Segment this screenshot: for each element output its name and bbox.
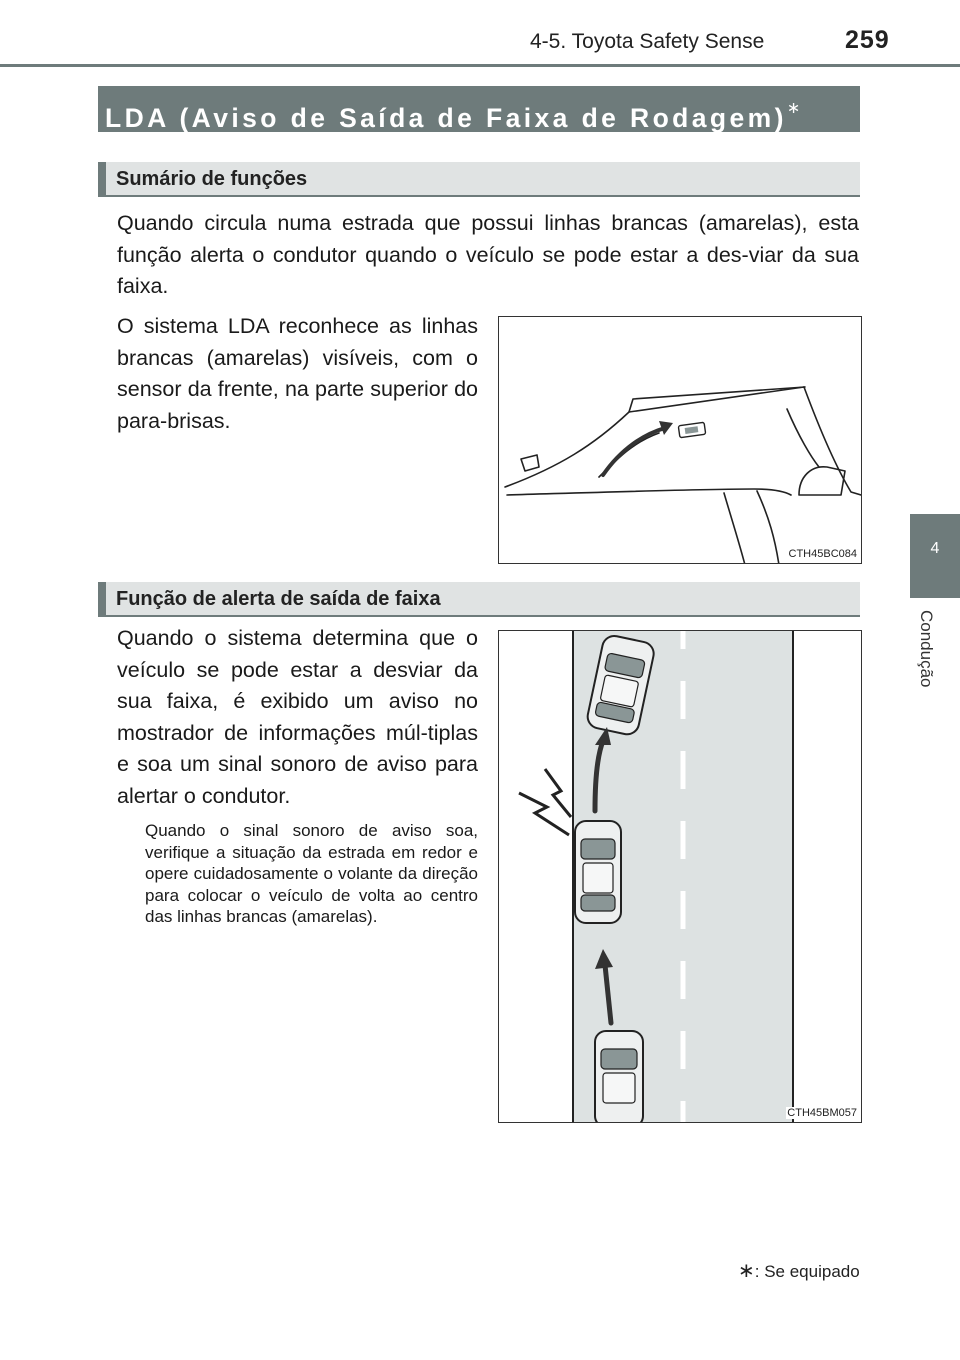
section-title-bar — [98, 86, 860, 132]
car-middle — [575, 821, 621, 923]
page-title — [105, 86, 800, 141]
footnote — [738, 1258, 860, 1283]
section-heading-lane-alert — [98, 582, 860, 617]
warning-lightning-icon — [519, 769, 571, 835]
footnote-marker: ∗ — [738, 1260, 755, 1282]
page-number: 259 — [845, 26, 890, 54]
camera-sensor-icon — [678, 422, 705, 438]
lane-departure-figure — [498, 630, 862, 1123]
summary-paragraph: Quando circula numa estrada que possui linhas brancas (amarelas), esta função alerta o condutor quando o veículo se pode estar a des-viar da sua faixa. — [117, 211, 859, 298]
chapter-label: Condução — [917, 610, 936, 688]
title-footnote-marker: ∗ — [786, 100, 801, 117]
lane-alert-paragraph: Quando o sistema determina que o veículo se pode estar a desviar da sua faixa, é exibido um aviso no mostrador de informações múl-tiplas e soa um sinal sonoro de aviso para alertar o condutor. — [117, 626, 478, 808]
windshield-sensor-figure — [498, 316, 862, 564]
header-rule — [0, 64, 960, 67]
chapter-number: 4 — [930, 540, 940, 557]
lane-departure-illustration — [499, 631, 862, 1123]
figure-code: CTH45BC084 — [788, 548, 857, 560]
windshield-illustration — [499, 317, 862, 564]
caution-note: Quando o sinal sonoro de aviso soa, verifique a situação da estrada em redor e opere cuidadosamente o volante da direção para colocar o veículo de volta ao centro das linhas brancas (amarelas). — [145, 821, 478, 926]
footnote-text: : Se equipado — [754, 1262, 860, 1281]
section-heading-text: Função de alerta de saída de faixa — [116, 588, 441, 610]
sensor-paragraph: O sistema LDA reconhece as linhas brancas (amarelas) visíveis, com o sensor da frente, na parte superior do para-brisas. — [117, 314, 478, 433]
page-title-text: LDA (Aviso de Saída de Faixa de Rodagem) — [105, 103, 787, 133]
car-bottom — [595, 1031, 643, 1123]
chapter-label-wrap — [910, 606, 960, 706]
section-heading-text: Sumário de funções — [116, 168, 308, 190]
running-header: 4-5. Toyota Safety Sense — [530, 30, 765, 53]
figure-code: CTH45BM057 — [787, 1107, 857, 1119]
section-heading-summary — [98, 162, 860, 197]
